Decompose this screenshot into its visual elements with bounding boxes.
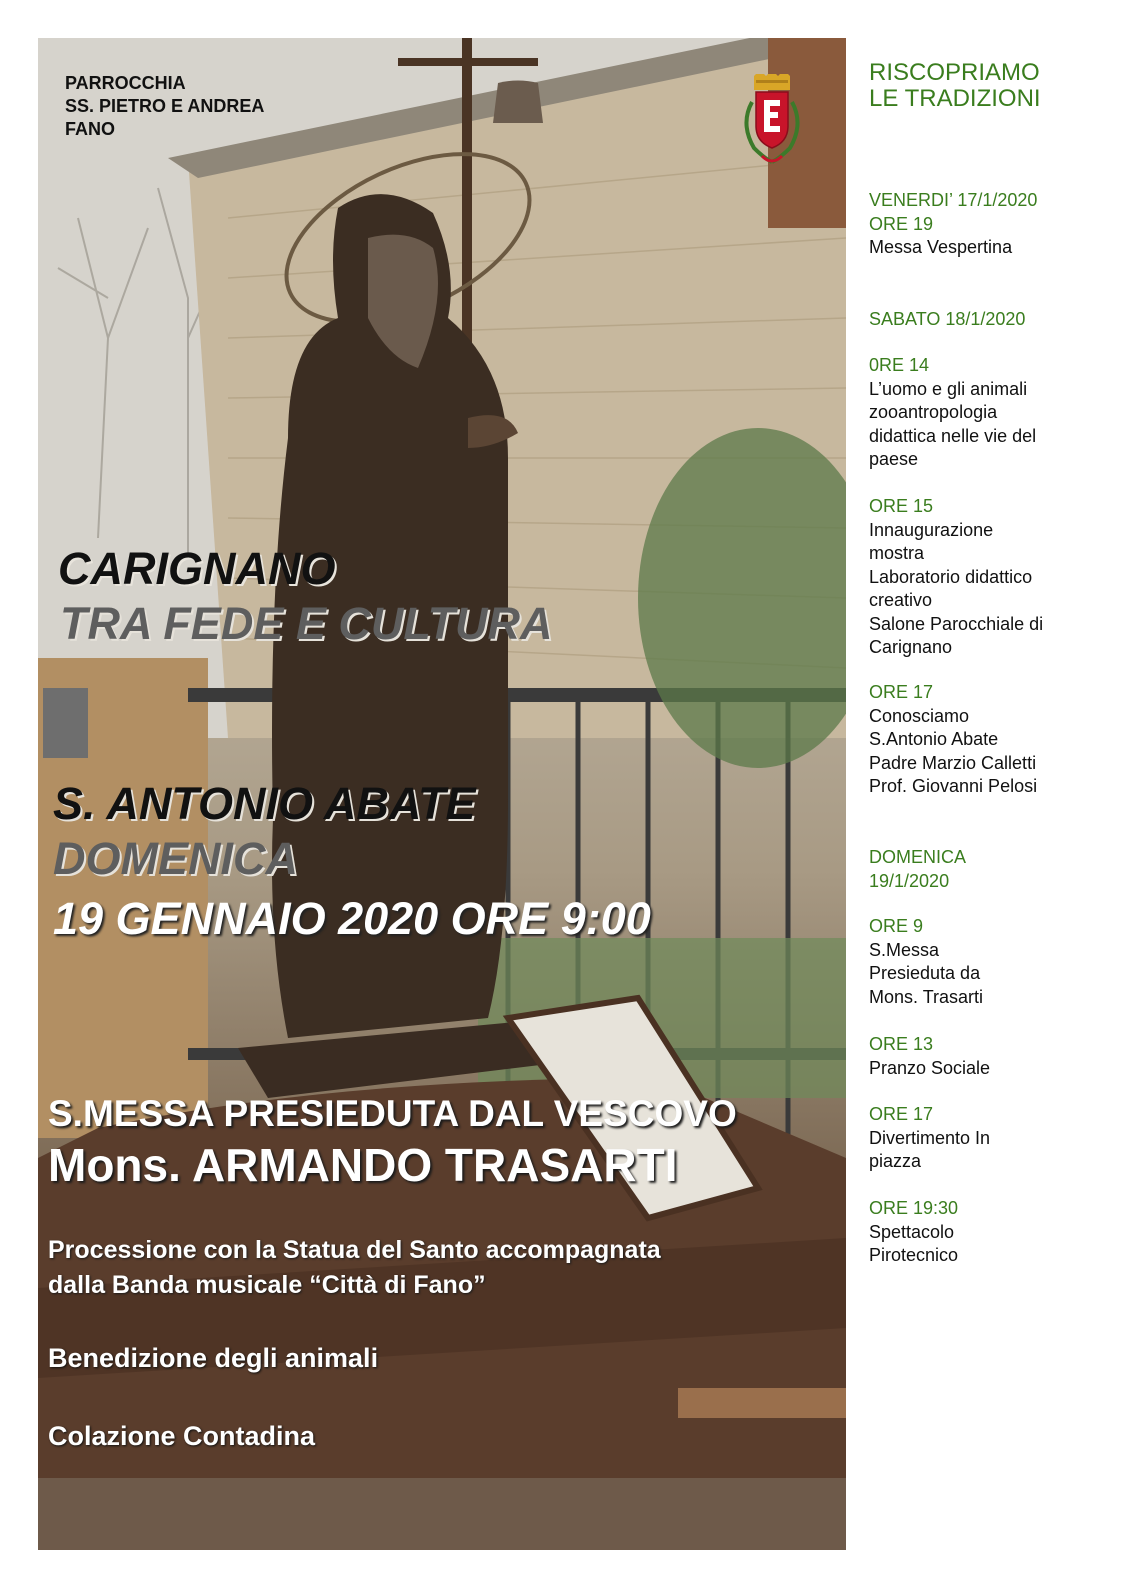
parish-line: FANO: [65, 119, 116, 139]
item-line: Mons. Trasarti: [869, 986, 984, 1007]
item-line: Laboratorio didattico: [869, 566, 1033, 587]
item-time: ORE 17: [869, 1104, 934, 1124]
poster-subtitle: TRA FEDE E CULTURA: [60, 598, 553, 649]
program-heading-line: RISCOPRIAMO: [869, 59, 1040, 86]
item-line: S.Messa: [869, 939, 940, 960]
blessing-text: Benedizione degli animali: [48, 1343, 379, 1373]
item-time: ORE 19:30: [869, 1198, 959, 1218]
item-line: Pirotecnico: [869, 1245, 959, 1265]
procession-line: Processione con la Statua del Santo accompagnata: [48, 1236, 661, 1264]
item-line: Divertimento In: [869, 1127, 991, 1148]
bishop-name: Mons. ARMANDO TRASARTI: [48, 1139, 678, 1191]
event-poster: [38, 38, 846, 1550]
friday-time: ORE 19: [869, 213, 934, 234]
parish-name: [65, 72, 264, 141]
item-line: Spettacolo: [869, 1221, 955, 1242]
sunday-date-line: 19/1/2020: [869, 870, 950, 891]
procession-text: [48, 1233, 661, 1303]
item-line: S.Antonio Abate: [869, 729, 999, 749]
saint-name: S. ANTONIO ABATE: [53, 778, 476, 829]
item-line: piazza: [869, 1151, 922, 1171]
sunday-date-line: DOMENICA: [869, 847, 967, 867]
event-day: DOMENICA: [53, 833, 298, 884]
saturday-date: SABATO 18/1/2020: [869, 309, 1026, 329]
item-time: ORE 9: [869, 916, 924, 936]
item-line: zooantropologia: [869, 402, 998, 422]
program-item: [869, 681, 1037, 799]
program-item: [869, 1197, 958, 1268]
friday-date: VENERDI’ 17/1/2020: [869, 190, 1038, 210]
municipal-crest-icon: [734, 74, 810, 168]
item-line: Carignano: [869, 637, 953, 657]
program-heading-line: LE TRADIZIONI: [869, 85, 1041, 112]
item-line: Innaugurazione: [869, 519, 994, 540]
parish-line: PARROCCHIA: [65, 73, 186, 93]
poster-title: CARIGNANO: [58, 543, 336, 594]
item-line: Padre Marzio Calletti: [869, 752, 1037, 773]
item-time: ORE 17: [869, 682, 934, 702]
program-item: [869, 495, 1043, 660]
item-line: didattica nelle vie del: [869, 425, 1037, 446]
sunday-date: [869, 846, 966, 893]
item-time: ORE 13: [869, 1034, 934, 1054]
friday-block: [869, 189, 1037, 260]
program-item: [869, 1033, 990, 1080]
item-line: creativo: [869, 590, 933, 610]
item-line: Conosciamo: [869, 705, 970, 726]
item-time: ORE 15: [869, 496, 934, 516]
item-line: paese: [869, 449, 919, 469]
program-item: [869, 354, 1036, 472]
item-line: Pranzo Sociale: [869, 1057, 991, 1078]
item-line: Presieduta da: [869, 963, 981, 983]
friday-event: Messa Vespertina: [869, 237, 1013, 257]
item-line: Salone Parocchiale di: [869, 613, 1044, 634]
program-heading: [869, 60, 1041, 112]
item-line: L’uomo e gli animali: [869, 378, 1028, 399]
mass-announcement: S.MESSA PRESIEDUTA DAL VESCOVO: [48, 1093, 737, 1134]
parish-line: SS. PIETRO E ANDREA: [65, 96, 265, 116]
breakfast-text: Colazione Contadina: [48, 1421, 316, 1451]
procession-line: dalla Banda musicale “Città di Fano”: [48, 1271, 486, 1299]
program-item: [869, 915, 983, 1009]
item-line: Prof. Giovanni Pelosi: [869, 776, 1038, 796]
item-time: 0RE 14: [869, 355, 930, 375]
event-date-time: 19 GENNAIO 2020 ORE 9:00: [53, 893, 651, 944]
item-line: mostra: [869, 543, 925, 563]
program-item: [869, 1103, 990, 1174]
